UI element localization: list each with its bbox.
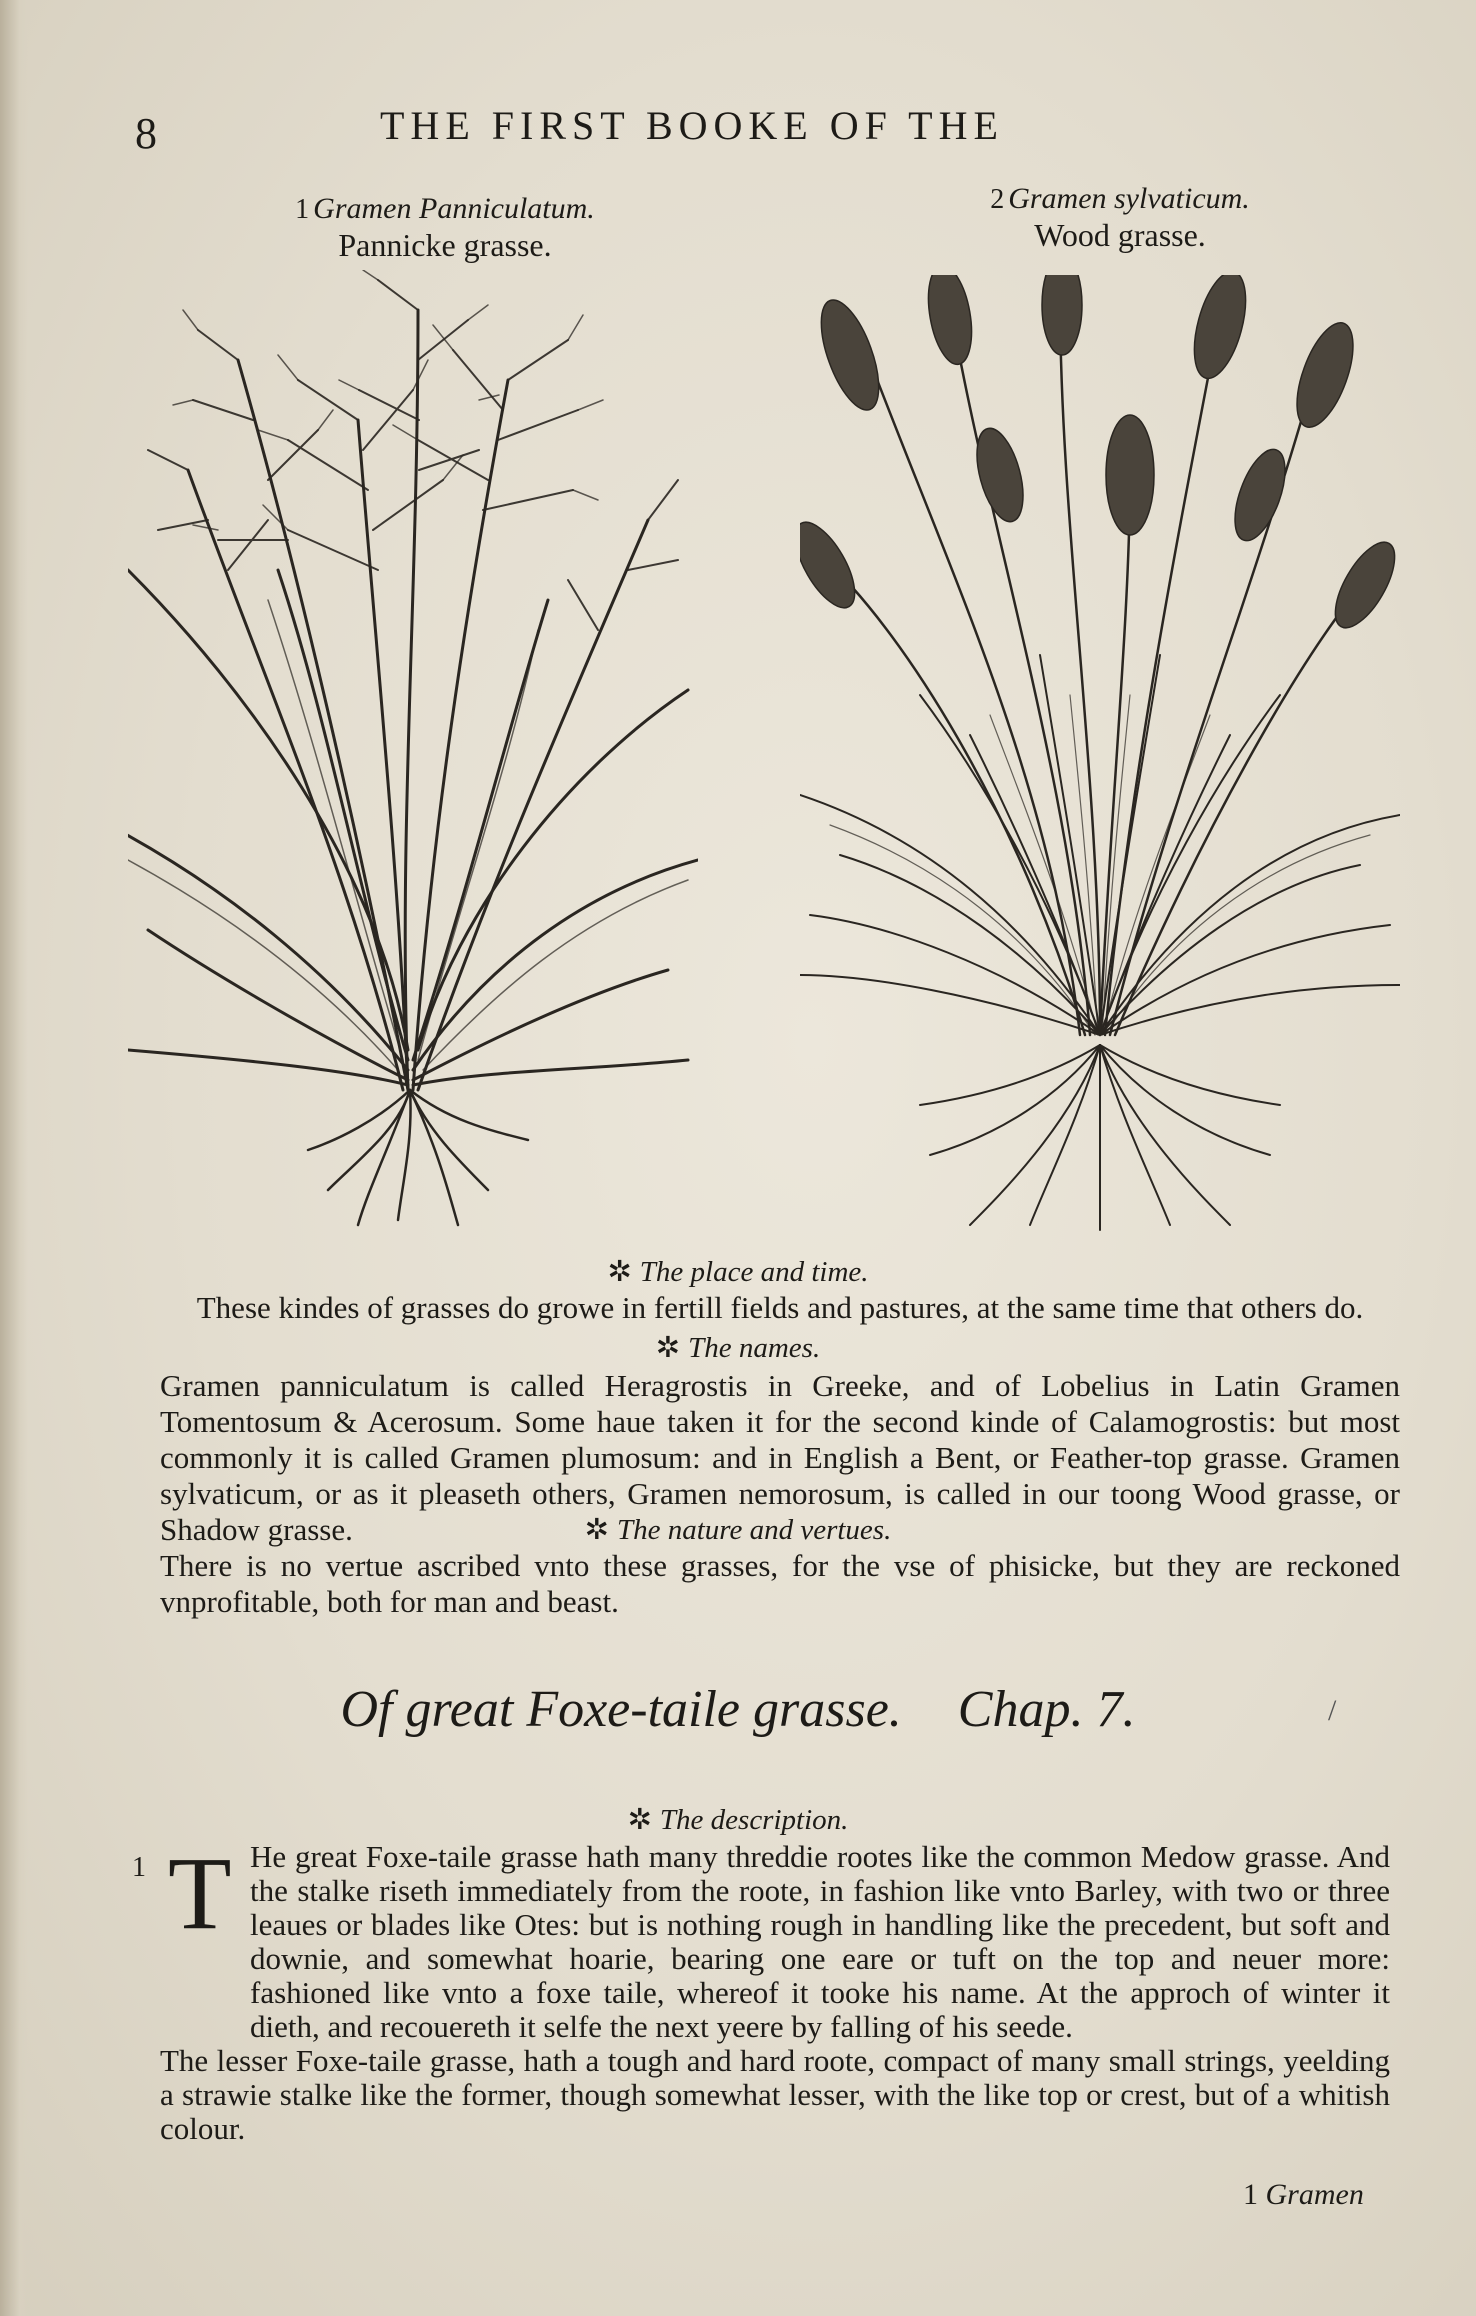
names-text: Gramen panniculatum is called Heragrostis in Greeke, and of Lobelius in Latin Gramen Tomentosum & Acerosum. Some haue taken it for the second kinde of Calamogrostis: but most commonly it is called Gramen plumosum: and in English a Bent, or Feather-top grasse. Gramen sylvaticum, or as it pleaseth others, Gramen nemorosum, is called in our toong Wood grasse, or Shadow grasse. <box>160 1368 1400 1547</box>
virtues-heading: ✲ The nature and vertues. <box>584 1514 892 1546</box>
place-heading: ✲ The place and time. <box>607 1256 869 1288</box>
chapter-title: Of great Foxe-taile grasse. <box>340 1681 902 1738</box>
chapter-heading <box>0 1680 1476 1739</box>
pannicke-grass-woodcut <box>128 270 698 1230</box>
figure-1-caption <box>280 192 610 263</box>
figure-2-number: 2 <box>990 184 1005 215</box>
margin-mark: / <box>1328 1694 1337 1727</box>
running-head: THE FIRST BOOKE OF THE <box>380 103 1004 148</box>
figure-2-latin-name: Gramen sylvaticum. <box>1008 182 1250 215</box>
figure-1-number: 1 <box>295 194 310 225</box>
page-edge-shadow <box>0 0 28 2316</box>
names-heading: ✲ The names. <box>655 1332 821 1364</box>
description-heading: ✲ The description. <box>627 1804 849 1836</box>
figure-2-caption <box>980 182 1260 253</box>
place-text: These kindes of grasses do growe in fertill fields and pastures, at the same time that others do. <box>196 1290 1364 1325</box>
catchword-number: 1 <box>1243 2178 1258 2211</box>
catchword-word: Gramen <box>1265 2178 1364 2211</box>
description-paragraph-2: The lesser Foxe-taile grasse, hath a tough and hard roote, compact of many small strings, yeelding a strawie stalke like the former, though somewhat lesser, with the like top or crest, but of a whitish colour. <box>160 2043 1390 2146</box>
figure-2-english-name: Wood grasse. <box>1034 216 1206 253</box>
asterisk-ornament-icon: ✲ <box>607 1256 632 1288</box>
catchword <box>1243 2178 1364 2212</box>
figure-1-english-name: Pannicke grasse. <box>338 226 552 263</box>
page-number: 8 <box>135 109 157 158</box>
figure-1-latin-name: Gramen Panniculatum. <box>313 192 595 225</box>
asterisk-ornament-icon: ✲ <box>627 1804 652 1836</box>
virtues-text: There is no vertue ascribed vnto these grasses, for the vse of phisicke, but they are reckoned vnprofitable, both for man and beast. <box>160 1548 1400 1619</box>
drop-cap-initial: T <box>168 1836 232 1951</box>
description-paragraph-1: He great Foxe-taile grasse hath many threddie rootes like the common Medow grasse. And the stalke riseth immediately from the roote, in fashion like vnto Barley, with two or three leaues or blades like Otes: but is nothing rough in handling like the precedent, but soft and downie, and somewhat hoarie, bearing one eare or tuft on the top and neuer more: fashioned like vnto a foxe taile, whereof it tooke his name. At the approch of winter it dieth, and recouereth it selfe the next yeere by falling of his seede. <box>250 1839 1390 2044</box>
asterisk-ornament-icon: ✲ <box>584 1514 609 1546</box>
asterisk-ornament-icon: ✲ <box>655 1332 681 1364</box>
wood-grass-woodcut <box>800 275 1400 1235</box>
chapter-number: Chap. 7. <box>957 1681 1136 1738</box>
paragraph-number: 1 <box>132 1852 146 1883</box>
